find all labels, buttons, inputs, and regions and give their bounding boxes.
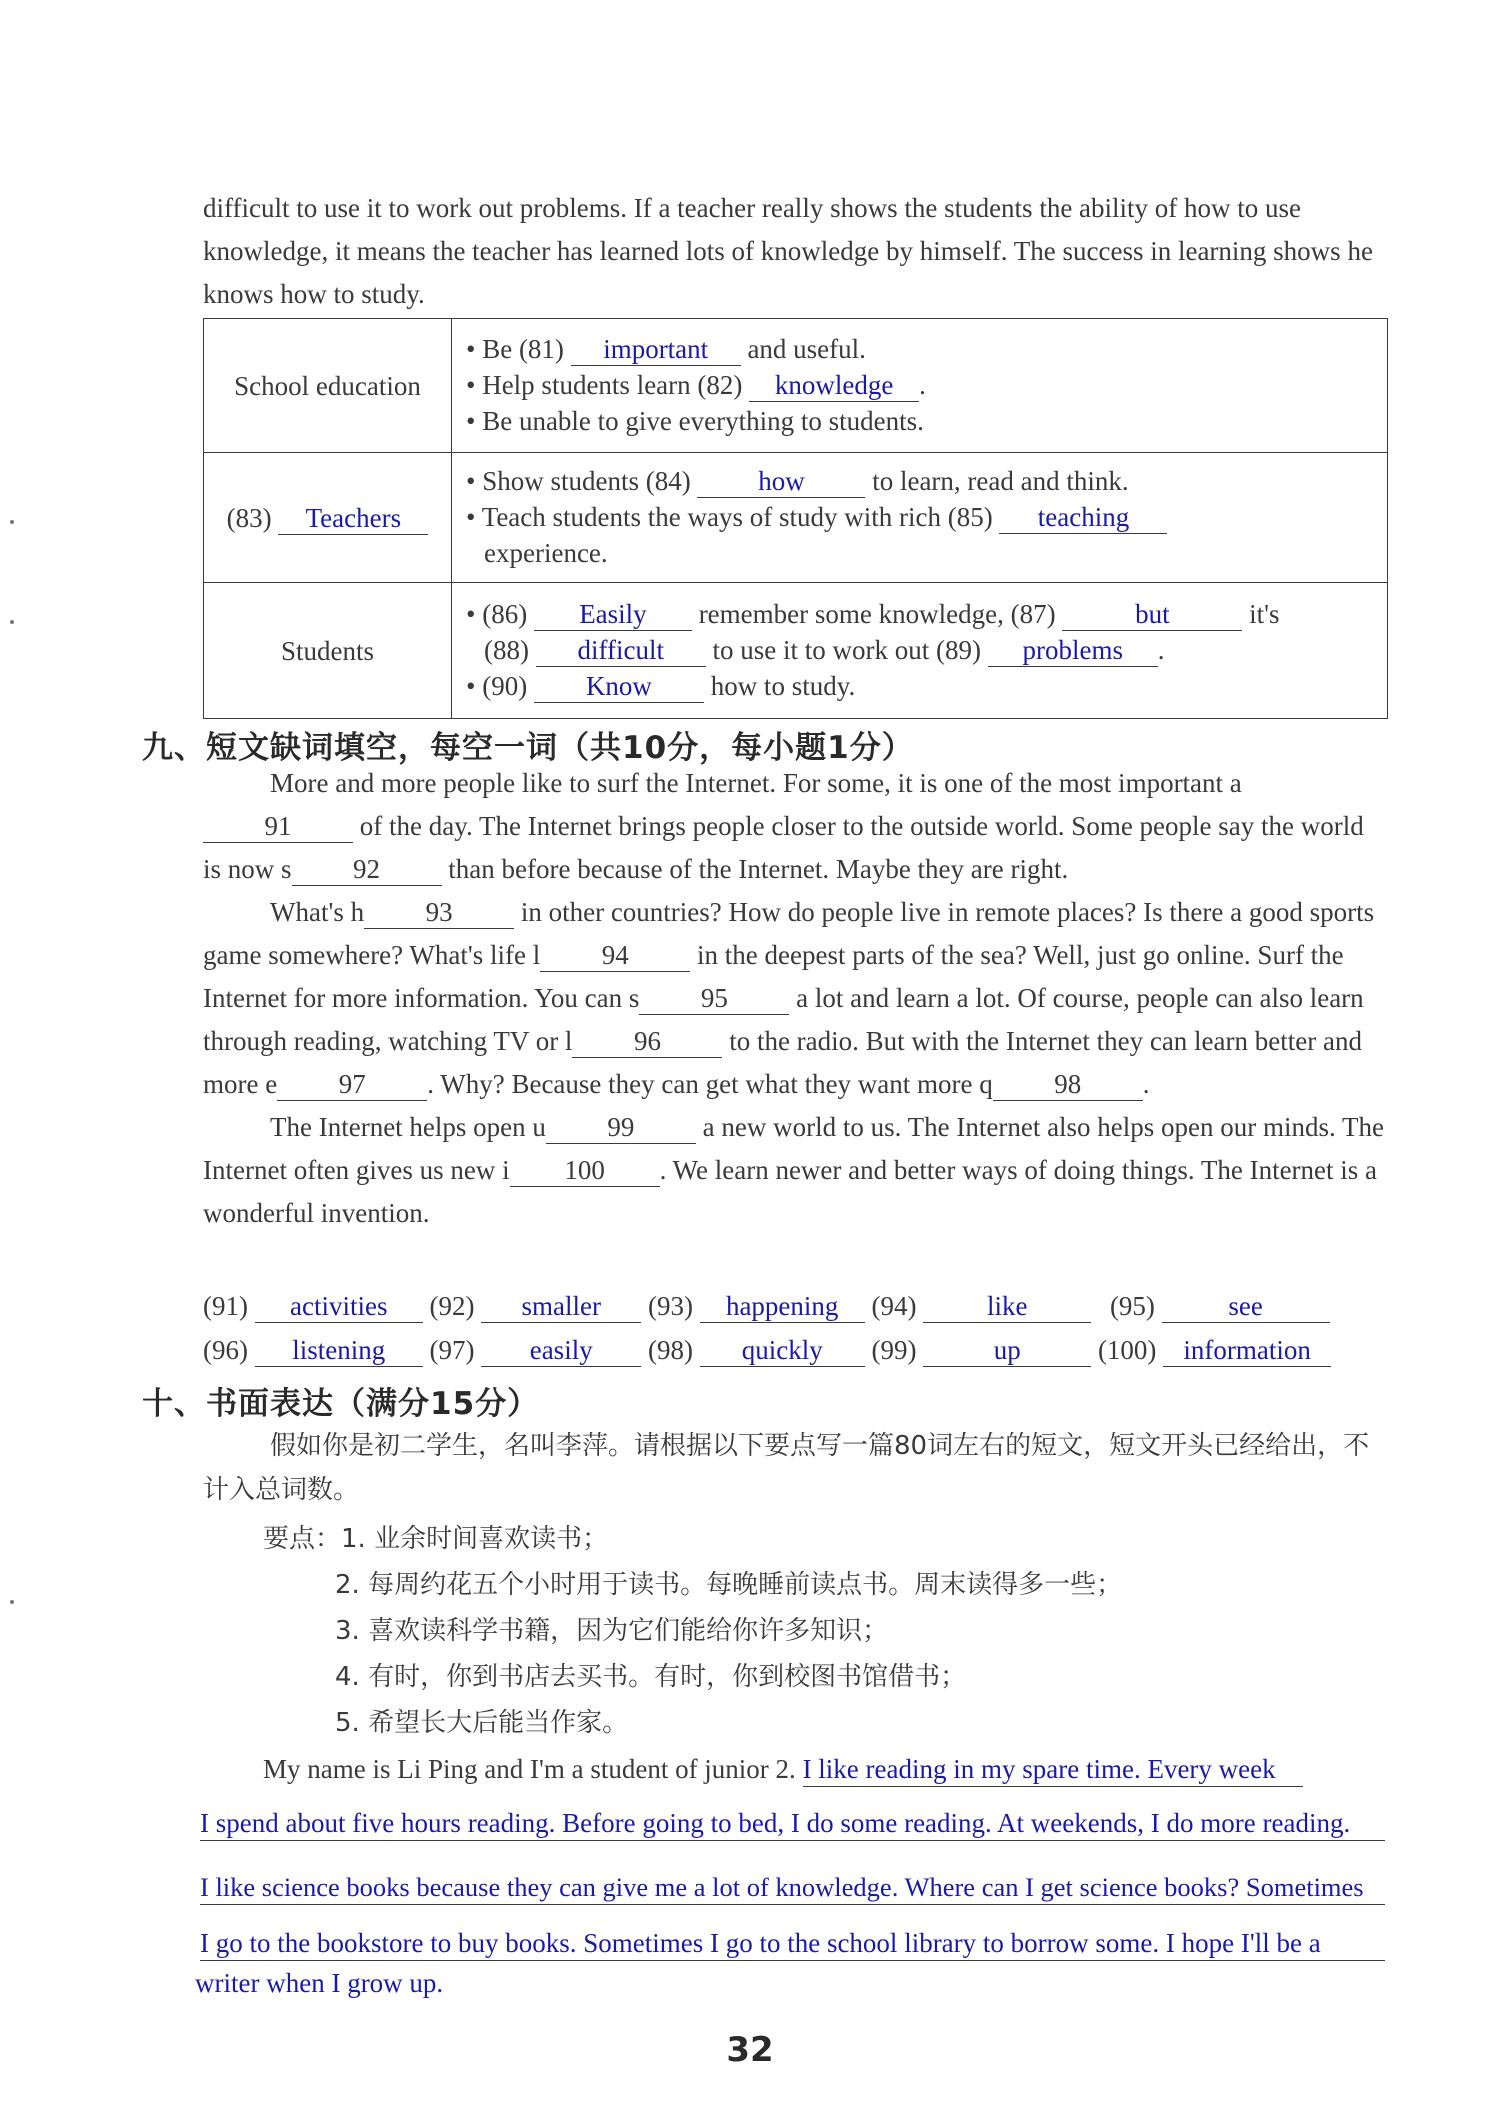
text: • Show students (84)	[466, 465, 698, 496]
answer-label: (96)	[203, 1335, 248, 1365]
blank-97: 97	[277, 1070, 427, 1101]
blank-94: 94	[540, 941, 690, 972]
points-label: 要点：	[263, 1524, 342, 1554]
essay-line-4: I go to the bookstore to buy books. Sometimes I go to the school library to borrow some. I hope I'll be a	[200, 1926, 1385, 1961]
text: how to study.	[703, 670, 856, 701]
answer-83: Teachers	[278, 504, 428, 535]
text: . Why? Because they can get what they want more q	[427, 1069, 993, 1099]
blank-91: 91	[203, 812, 353, 843]
answer-91: activities	[255, 1292, 423, 1323]
essay-line-2: I spend about five hours reading. Before going to bed, I do some reading. At weekends, I do more reading.	[200, 1806, 1385, 1841]
key-point-5: 5. 希望长大后能当作家。	[335, 1708, 629, 1738]
answer-82: knowledge	[749, 371, 919, 402]
text: in other countries? How do people live in remote places? Is there a good sports game somewhere? What's life l	[203, 897, 1375, 970]
intro-text: difficult to use it to work out problems. If a teacher really shows the students the ability of how to use knowledge, it means the teacher has learned lots of knowledge by himself. The success in learning shows he knows how to study.	[203, 193, 1373, 309]
bullet-unable: • Be unable to give everything to students.	[466, 405, 924, 436]
answer-label: (92)	[429, 1291, 475, 1321]
answer-87: but	[1062, 600, 1242, 631]
essay-start: My name is Li Ping and I'm a student of junior 2.	[263, 1754, 796, 1784]
key-point-1	[263, 1516, 1122, 1562]
text: The Internet helps open u	[270, 1112, 546, 1142]
answer-96: listening	[255, 1336, 423, 1367]
bullet-84	[466, 463, 1371, 499]
essay-line-3: I like science books because they can give me a lot of knowledge. Where can I get science books? Sometimes	[200, 1870, 1385, 1905]
answer-93: happening	[700, 1292, 865, 1323]
row-content-school	[452, 319, 1388, 453]
answer-99: up	[923, 1336, 1091, 1367]
writing-prompt	[203, 1424, 1388, 1512]
cloze-paragraph-3	[203, 1106, 1388, 1235]
text: than before because of the Internet. Maybe they are right.	[441, 854, 1069, 884]
answer-row-2	[203, 1328, 1393, 1372]
answer-label: (91)	[203, 1291, 248, 1321]
blank-100: 100	[510, 1156, 660, 1187]
text: (88)	[484, 634, 536, 665]
section9-heading: 九、短文缺词填空，每空一词（共10分，每小题1分）	[142, 730, 914, 766]
bullet-86-87	[466, 596, 1371, 632]
table-row	[204, 319, 1388, 453]
key-point-3: 3. 喜欢读科学书籍，因为它们能给你许多知识；	[335, 1616, 889, 1646]
answer-88: difficult	[536, 636, 706, 667]
essay-first-line	[263, 1752, 1303, 1787]
cloze-passage	[203, 762, 1388, 1235]
bullet-82	[466, 367, 1371, 403]
text: More and more people like to surf the Internet. For some, it is one of the most important a	[270, 768, 1242, 798]
text: • Teach students the ways of study with rich (85)	[466, 501, 1000, 532]
text: and useful.	[740, 333, 866, 364]
row-label-students: Students	[204, 583, 452, 719]
answer-label: (100)	[1097, 1335, 1157, 1365]
answer-81: important	[571, 335, 741, 366]
blank-92: 92	[292, 855, 442, 886]
row-content-students	[452, 583, 1388, 719]
row-content-teachers	[452, 453, 1388, 583]
answer-95: see	[1162, 1292, 1330, 1323]
answer-label: (99)	[871, 1335, 917, 1365]
answer-label: (97)	[429, 1335, 475, 1365]
text: (83)	[226, 502, 279, 533]
essay-line-5: writer when I grow up.	[195, 1968, 444, 1998]
bullet-90	[466, 668, 1371, 704]
key-point-4: 4. 有时，你到书店去买书。有时，你到校图书馆借书；	[335, 1662, 967, 1692]
answer-97: easily	[481, 1336, 641, 1367]
text: • (90)	[466, 670, 534, 701]
bullet-88-89	[466, 632, 1371, 668]
bullet-81	[466, 331, 1371, 367]
table-row	[204, 453, 1388, 583]
text: What's h	[270, 897, 365, 927]
text: .	[1142, 1069, 1150, 1099]
answer-label: (93)	[647, 1291, 693, 1321]
text: in the deepest parts of the sea? Well, just go online. Surf the Internet for more information. You can s	[203, 940, 1344, 1013]
blank-98: 98	[993, 1070, 1143, 1101]
answer-label: (98)	[647, 1335, 693, 1365]
text: .	[919, 369, 926, 400]
text: to use it to work out (89)	[705, 634, 988, 665]
text: . We learn newer and better ways of doing things. The Internet is a wonderful invention.	[203, 1155, 1378, 1228]
row-label-83	[204, 453, 452, 583]
margin-mark	[10, 620, 14, 624]
section10-heading: 十、书面表达（满分15分）	[142, 1386, 540, 1422]
essay-line-1: I like reading in my spare time. Every week	[803, 1752, 1303, 1787]
cloze-paragraph-1	[203, 762, 1388, 891]
intro-paragraph	[203, 187, 1388, 316]
bullet-85	[466, 499, 1371, 535]
summary-table	[203, 318, 1388, 719]
text: a new world to us. The Internet also helps open our minds. The Internet often gives us new i	[203, 1112, 1385, 1185]
margin-mark	[10, 1600, 14, 1604]
answer-84: how	[697, 467, 865, 498]
answer-label: (94)	[871, 1291, 917, 1321]
cloze-answers	[203, 1284, 1393, 1372]
answer-92: smaller	[481, 1292, 641, 1323]
row-label-school: School education	[204, 319, 452, 453]
blank-99: 99	[546, 1113, 696, 1144]
answer-row-1	[203, 1284, 1393, 1328]
answer-label: (95)	[1109, 1291, 1155, 1321]
answer-85: teaching	[999, 503, 1167, 534]
text: remember some knowledge, (87)	[691, 598, 1063, 629]
text: • Help students learn (82)	[466, 369, 750, 400]
answer-90: Know	[534, 672, 704, 703]
text: • Be (81)	[466, 333, 571, 364]
bullet-85-cont: experience.	[484, 537, 608, 568]
blank-93: 93	[364, 898, 514, 929]
answer-86: Easily	[534, 600, 692, 631]
text: • (86)	[466, 598, 534, 629]
text: to learn, read and think.	[865, 465, 1129, 496]
answer-100: information	[1163, 1336, 1331, 1367]
cloze-paragraph-2	[203, 891, 1388, 1106]
text: 1. 业余时间喜欢读书；	[341, 1524, 609, 1554]
answer-89: problems	[988, 636, 1158, 667]
prompt-text: 假如你是初二学生，名叫李萍。请根据以下要点写一篇80词左右的短文，短文开头已经给出，不计入总词数。	[203, 1431, 1370, 1505]
text: of the day. The Internet brings people closer to the outside world. Some people say the world is now s	[203, 811, 1364, 884]
blank-95: 95	[639, 984, 789, 1015]
blank-96: 96	[572, 1027, 722, 1058]
answer-98: quickly	[700, 1336, 865, 1367]
key-points	[263, 1516, 1122, 1746]
text: a lot and learn a lot. Of course, people can also learn through reading, watching TV or l	[203, 983, 1364, 1056]
answer-94: like	[923, 1292, 1091, 1323]
margin-mark	[10, 520, 14, 524]
page-number: 32	[726, 2030, 774, 2070]
table-row	[204, 583, 1388, 719]
text: it's	[1242, 598, 1280, 629]
text: .	[1157, 634, 1165, 665]
key-point-2: 2. 每周约花五个小时用于读书。每晚睡前读点书。周末读得多一些；	[335, 1570, 1123, 1600]
text: to the radio. But with the Internet they can learn better and more e	[203, 1026, 1362, 1099]
